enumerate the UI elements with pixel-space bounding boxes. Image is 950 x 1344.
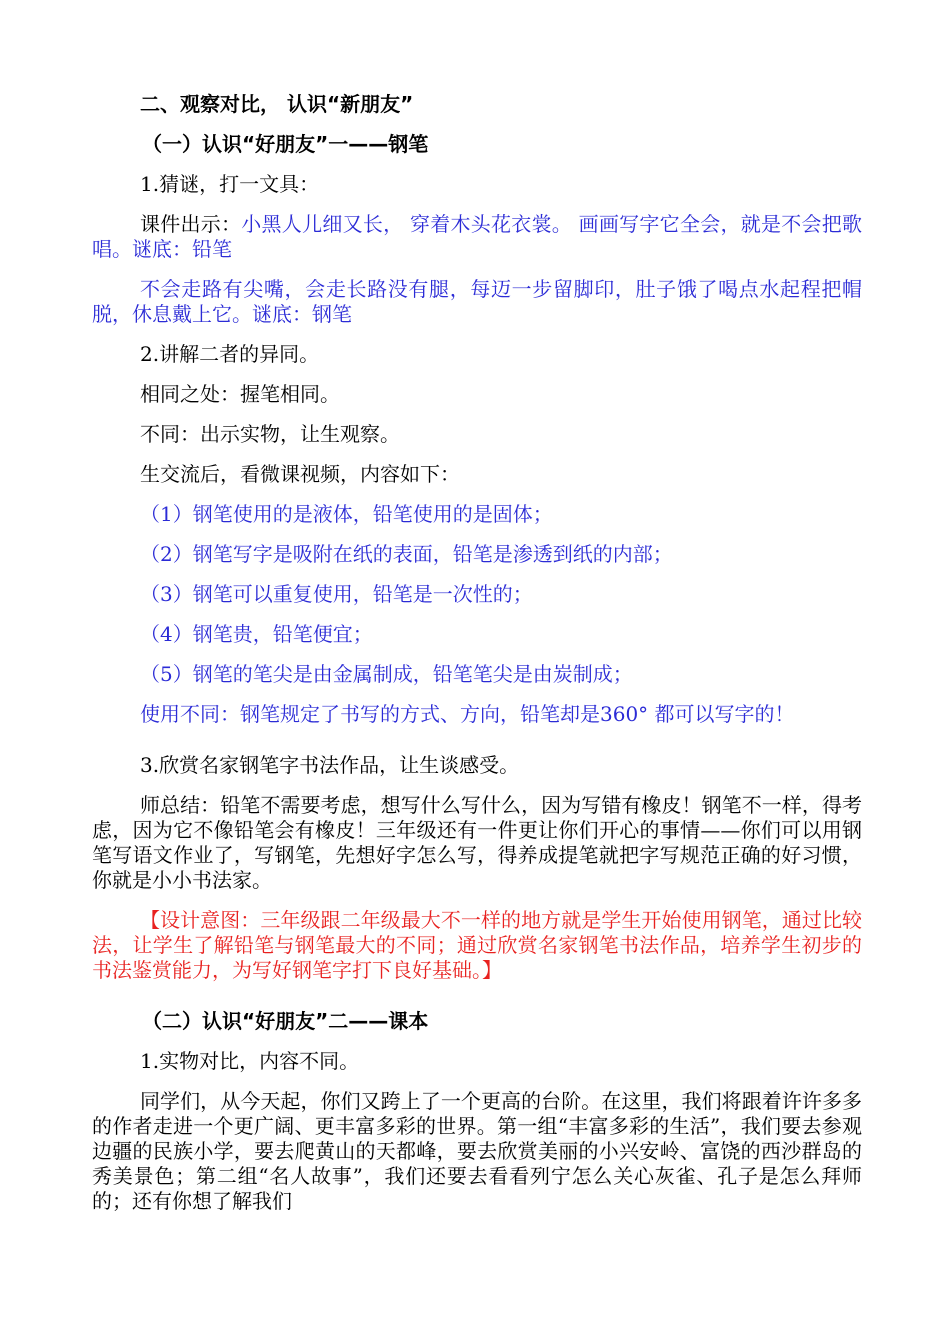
- list-item: （2）钢笔写字是吸附在纸的表面，铅笔是渗透到纸的内部；: [140, 542, 673, 566]
- subsection-heading-pen: （一）认识“好朋友”一——钢笔: [142, 132, 429, 156]
- subsection-heading-textbook: （二）认识“好朋友”二——课本: [142, 1009, 429, 1033]
- riddle-pen: 不会走路有尖嘴，会走长路没有腿，每迈一步留脚印，肚子饿了喝点水起程把帽脱，休息戴上它。谜底：钢笔: [92, 277, 862, 326]
- list-item: （3）钢笔可以重复使用，铅笔是一次性的；: [140, 582, 533, 606]
- design-intent: 【设计意图：三年级跟二年级最大不一样的地方就是学生开始使用钢笔，通过比较法，让学生了解铅笔与钢笔最大的不同；通过欣赏名家钢笔书法作品，培养学生初步的书法鉴赏能力，为写好钢笔字打下良好基础。】: [92, 908, 862, 982]
- riddle-prefix: 课件出示：: [140, 212, 242, 236]
- list-item: （1）钢笔使用的是液体，铅笔使用的是固体；: [140, 502, 553, 526]
- teacher-summary: 师总结：铅笔不需要考虑，想写什么写什么，因为写错有橡皮！钢笔不一样，得考虑，因为它不像铅笔会有橡皮！三年级还有一件更让你们开心的事情——你们可以用钢笔写语文作业了，写钢笔，先想好字怎么写，得养成提笔就把字写规范正确的好习惯，你就是小小书法家。: [92, 793, 862, 892]
- step-riddle: 1.猜谜，打一文具：: [140, 172, 320, 196]
- similarity: 相同之处：握笔相同。: [140, 382, 340, 406]
- closing-paragraph: 同学们，从今天起，你们又跨上了一个更高的台阶。在这里，我们将跟着许许多多的作者走进一个更广阔、更丰富多彩的世界。第一组“丰富多彩的生活”，我们要去参观边疆的民族小学，要去爬黄山的天都峰，要去欣赏美丽的小兴安岭、富饶的西沙群岛的秀美景色；第二组“名人故事”，我们还要去看看列宁怎么关心灰雀、孔子是怎么拜师的；还有你想了解我们: [92, 1089, 862, 1213]
- section-heading: 二、观察对比， 认识“新朋友”: [140, 92, 414, 116]
- riddle-pencil: [92, 212, 862, 262]
- step-object-compare: 1.实物对比，内容不同。: [140, 1049, 360, 1073]
- list-item: （5）钢笔的笔尖是由金属制成，铅笔笔尖是由炭制成；: [140, 662, 633, 686]
- step-appreciate: 3.欣赏名家钢笔字书法作品，让生谈感受。: [140, 753, 520, 777]
- usage-difference: 使用不同：钢笔规定了书写的方式、方向，铅笔却是360° 都可以写字的！: [140, 702, 795, 726]
- step-compare: 2.讲解二者的异同。: [140, 342, 320, 366]
- document-page: [92, 92, 862, 1229]
- difference: 不同：出示实物，让生观察。: [140, 422, 400, 446]
- riddle-pencil-text: 小黑人儿细又长， 穿着木头花衣裳。 画画写字它全会，就是不会把歌唱。谜底：铅笔: [92, 212, 863, 261]
- video-intro: 生交流后，看微课视频，内容如下：: [140, 462, 460, 486]
- list-item: （4）钢笔贵，铅笔便宜；: [140, 622, 373, 646]
